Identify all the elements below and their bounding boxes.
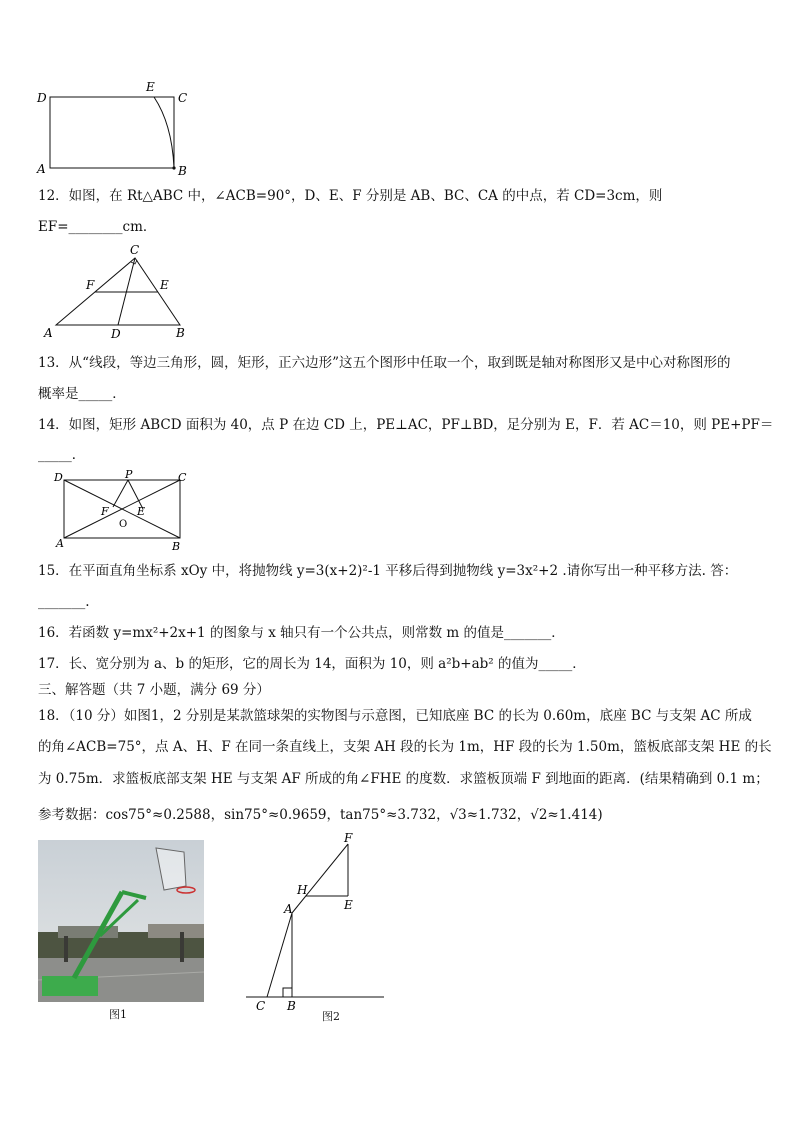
label-A: A (37, 162, 46, 176)
fig2-caption: 图2 (322, 1010, 340, 1023)
label-P: P (125, 468, 133, 481)
label-H: H (297, 883, 308, 897)
q14-text-2: _____． (38, 447, 86, 463)
label-B: B (172, 540, 181, 553)
label-A: A (56, 537, 64, 550)
label-C: C (130, 243, 140, 257)
label-D: D (37, 91, 47, 105)
label-C: C (256, 999, 266, 1013)
q12-text-2: EF=________cm． (38, 219, 157, 235)
q18-line-2: 的角∠ACB=75°，点 A、H、F 在同一条直线上，支架 AH 段的长为 1m，HF 段的长为 1.50m，篮板底部支架 HE 的长 (38, 739, 772, 755)
label-F: F (344, 831, 353, 845)
q12-text: 12．如图，在 Rt△ABC 中，∠ACB=90°，D、E、F 分别是 AB、BC、CA 的中点，若 CD=3cm，则 (38, 188, 663, 204)
label-D: D (111, 327, 121, 341)
q15-text-2: _______. (38, 594, 90, 610)
label-D: D (54, 471, 63, 484)
label-B: B (176, 326, 185, 340)
label-B: B (287, 999, 296, 1013)
label-E: E (137, 505, 146, 518)
label-B: B (178, 164, 187, 176)
label-E: E (344, 898, 353, 912)
label-F: F (101, 505, 109, 518)
label-C: C (178, 471, 187, 484)
label-F: F (86, 278, 95, 292)
q18-line-1: 18．（10 分）如图1，2 分别是某款篮球架的实物图与示意图，已知底座 BC 的长为 0.60m，底座 BC 与支架 AC 所成 (38, 708, 752, 724)
label-O: O (119, 519, 128, 530)
label-C: C (178, 91, 188, 105)
basketball-stand-photo (38, 840, 204, 1002)
basketball-stand-diagram (240, 828, 390, 1016)
label-E: E (160, 278, 169, 292)
q17-text: 17．长、宽分别为 a、b 的矩形，它的周长为 14，面积为 10，则 a²b+ab² 的值为_____． (38, 656, 586, 672)
q18-line-4: 参考数据：cos75°≈0.2588，sin75°≈0.9659，tan75°≈3.732，√3≈1.732，√2≈1.414) (38, 807, 603, 823)
section-heading: 三、解答题（共 7 小题，满分 69 分） (38, 682, 270, 698)
rectangle-diagonals-figure (50, 466, 195, 554)
label-E: E (146, 80, 155, 94)
rectangle-arc-figure (30, 76, 200, 176)
label-A: A (44, 326, 53, 340)
label-A: A (284, 902, 293, 916)
q13-text: 13．从“线段，等边三角形，圆，矩形，正六边形”这五个图形中任取一个，取到既是轴对称图形又是中心对称图形的 (38, 355, 731, 371)
q15-text: 15．在平面直角坐标系 xOy 中，将抛物线 y=3(x+2)²-1 平移后得到抛物线 y=3x²+2 .请你写出一种平移方法. 答： (38, 563, 738, 579)
q16-text: 16．若函数 y=mx²+2x+1 的图象与 x 轴只有一个公共点，则常数 m 的值是_______． (38, 625, 565, 641)
q18-line-3: 为 0.75m．求篮板底部支架 HE 与支架 AF 所成的角∠FHE 的度数．求篮板顶端 F 到地面的距离．(结果精确到 0.1 m； (38, 771, 769, 787)
triangle-midpoints-figure (38, 242, 198, 342)
fig1-caption: 图1 (109, 1008, 127, 1021)
q14-text: 14．如图，矩形 ABCD 面积为 40，点 P 在边 CD 上，PE⊥AC，PF⊥BD，足分别为 E，F．若 AC＝10，则 PE+PF＝ (38, 417, 774, 433)
q13-text-2: 概率是_____． (38, 386, 126, 402)
